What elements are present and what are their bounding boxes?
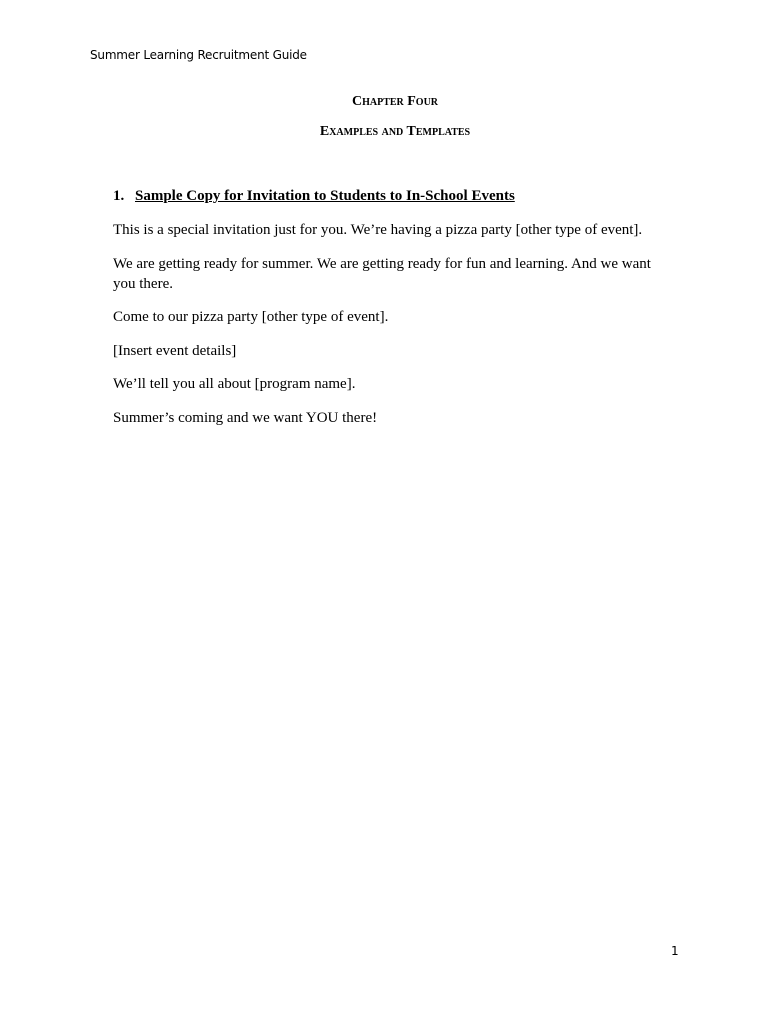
paragraph: We’ll tell you all about [program name]. xyxy=(113,376,356,392)
page-number: 1 xyxy=(671,944,679,958)
paragraph: Come to our pizza party [other type of event]. xyxy=(113,309,389,325)
paragraph: This is a special invitation just for you. We’re having a pizza party [other type of event]. xyxy=(113,222,643,238)
paragraph: We are getting ready for summer. We are getting ready for fun and learning. And we want you there. xyxy=(113,255,651,292)
invitation-body xyxy=(113,220,673,441)
section-title: Sample Copy for Invitation to Students to In-School Events xyxy=(135,188,515,204)
chapter-title: Chapter Four xyxy=(351,94,439,109)
running-header: Summer Learning Recruitment Guide xyxy=(90,48,307,62)
paragraph: [Insert event details] xyxy=(113,342,237,359)
paragraph: Summer’s coming and we want YOU there! xyxy=(113,409,378,426)
chapter-subtitle: Examples and Templates xyxy=(319,124,471,139)
section-number: 1. xyxy=(113,188,125,204)
section-heading xyxy=(113,187,515,205)
